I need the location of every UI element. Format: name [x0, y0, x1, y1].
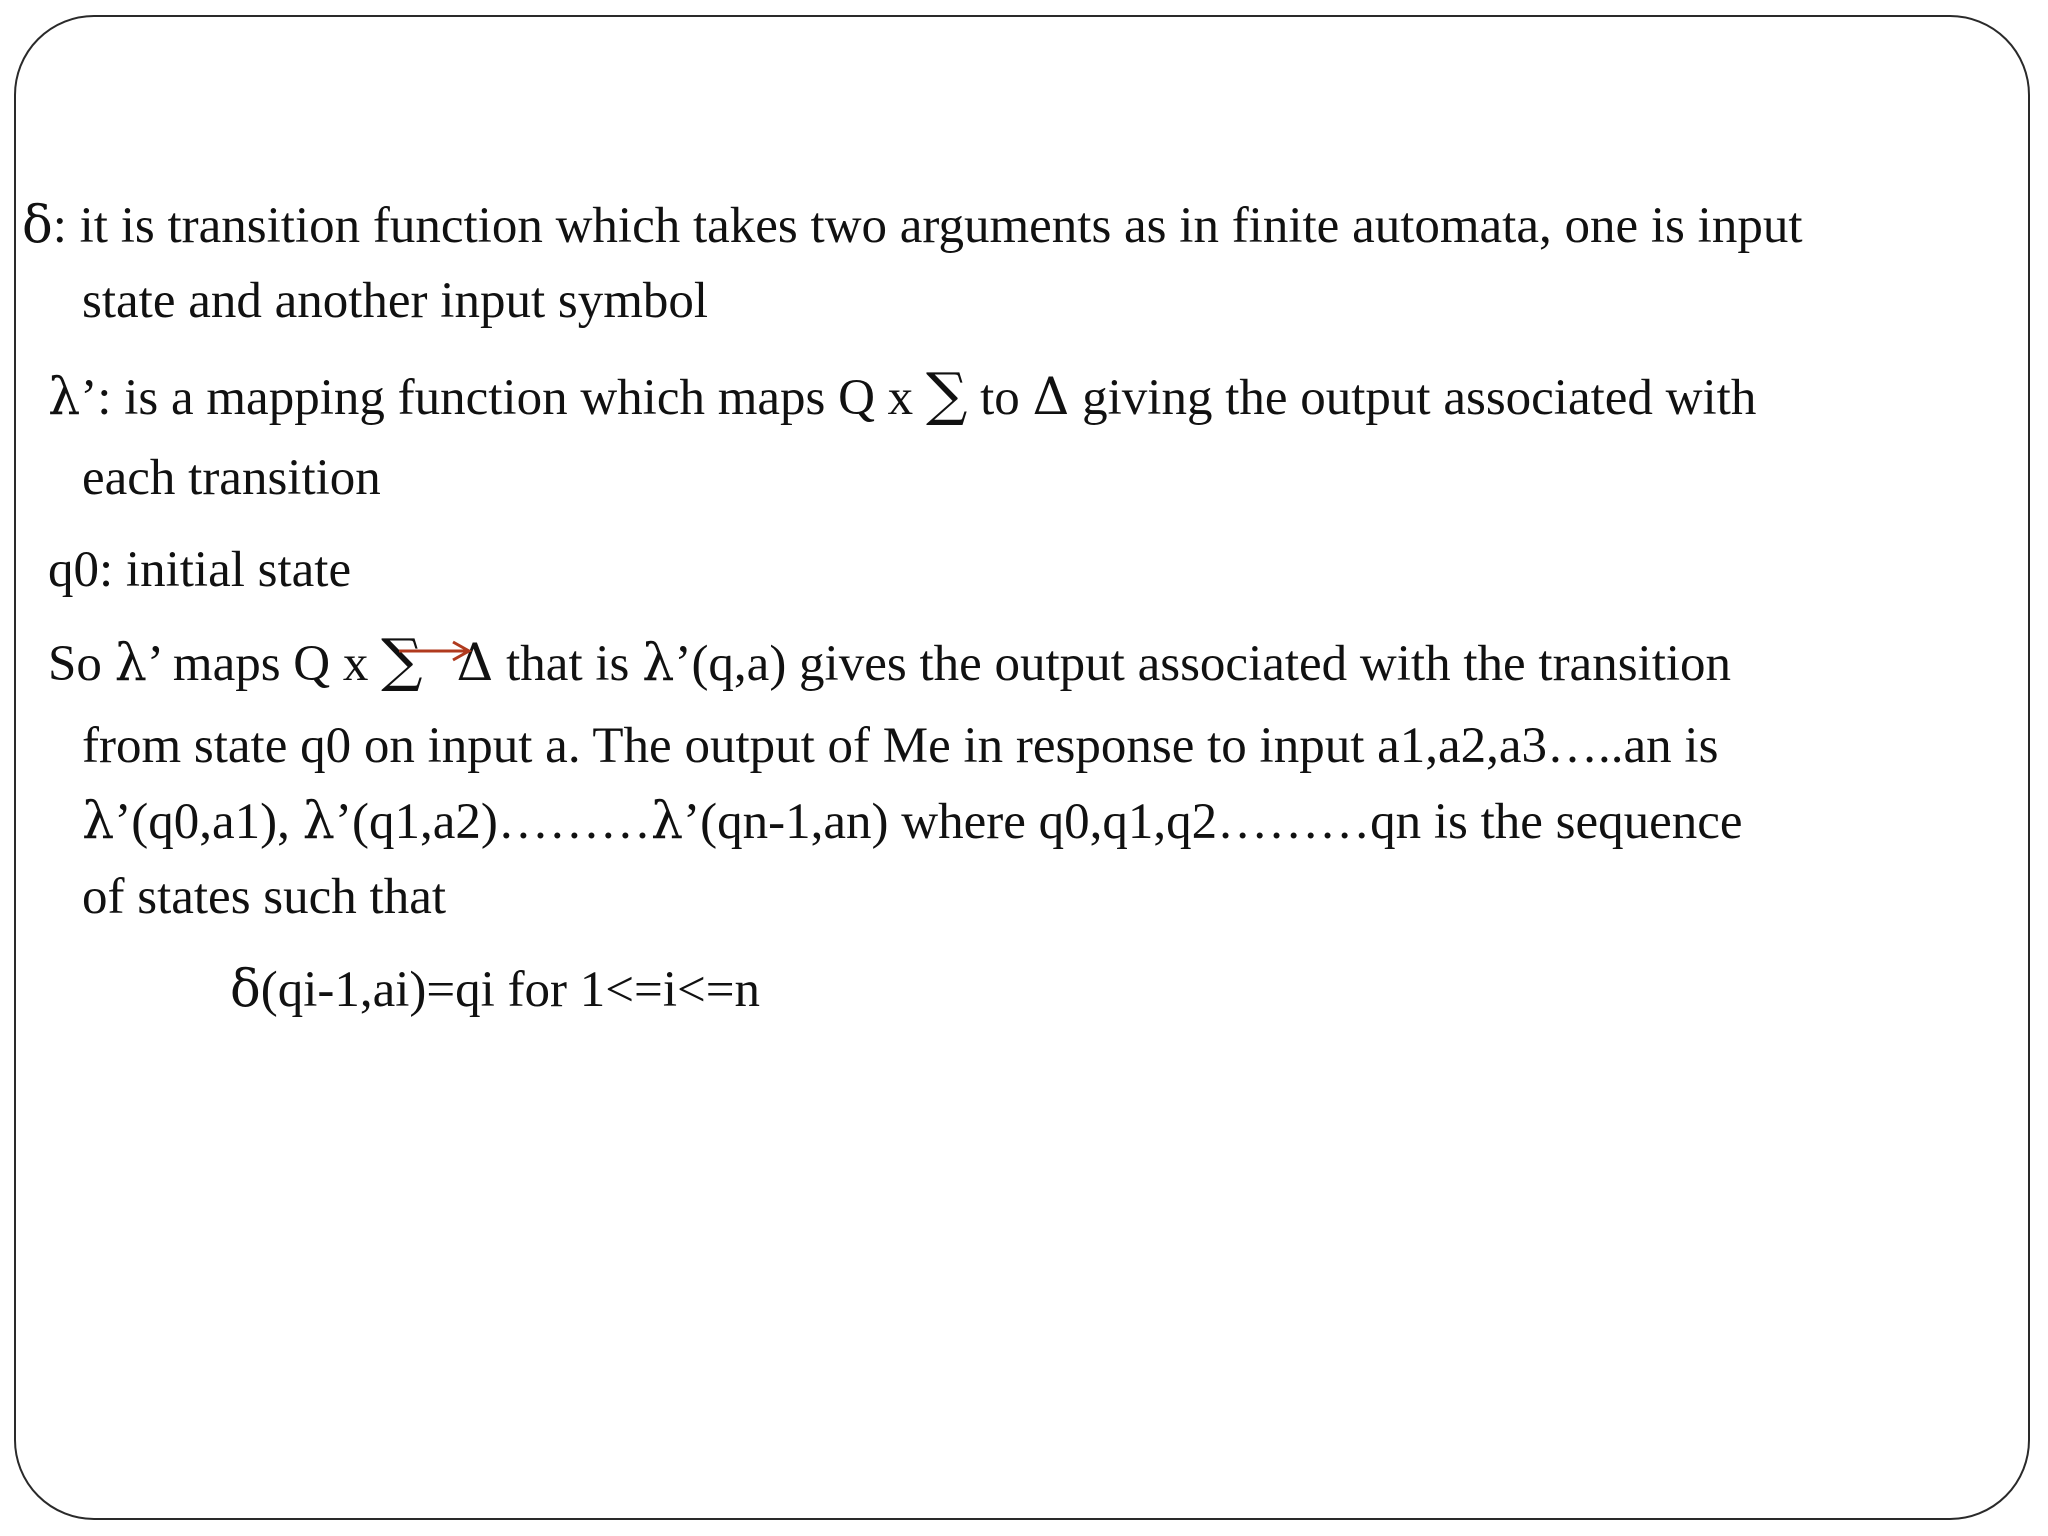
lambda-symbol: λ — [48, 368, 81, 427]
sigma-symbol: ∑ — [381, 626, 423, 694]
lambda-definition-text-c: giving the output associated with — [1069, 370, 1757, 426]
lambda-symbol: λ — [82, 792, 115, 851]
lambda-definition-text-a: ’: is a mapping function which maps Q x — [80, 370, 926, 426]
lambda-definition-line-1 — [48, 360, 1757, 428]
delta-definition-text: : it is transition function which takes two arguments as in finite automata, one is input — [52, 198, 1803, 254]
initial-state-line: q0: initial state — [48, 542, 352, 598]
right-arrow-icon — [399, 640, 473, 662]
so-text-a: So — [48, 636, 115, 692]
lambda-definition-line-2: each transition — [82, 450, 381, 506]
so-paragraph-line-2: from state q0 on input a. The output of Me in response to input a1,a2,a3…..an is — [82, 718, 1719, 774]
so-l3-text-a: ’(q0,a1), — [114, 794, 303, 850]
delta-symbol: δ — [22, 196, 53, 255]
delta-capital-symbol: Δ — [1032, 368, 1070, 427]
so-text-c: that is — [493, 636, 643, 692]
delta-definition-line-2: state and another input symbol — [82, 273, 709, 329]
condition-formula — [230, 960, 760, 1020]
lambda-symbol: λ — [642, 634, 675, 693]
lambda-symbol: λ — [114, 634, 147, 693]
sigma-symbol: ∑ — [925, 360, 968, 428]
so-l3-text-b: ’(q1,a2)……… — [335, 794, 651, 850]
so-paragraph-line-4: of states such that — [82, 869, 446, 925]
sigma-arrow-delta — [381, 626, 494, 694]
condition-text: (qi-1,ai)=qi for 1<=i<=n — [260, 962, 761, 1018]
lambda-symbol: λ — [650, 792, 684, 851]
delta-capital-symbol: Δ — [456, 634, 494, 693]
so-l3-text-c: ’(qn-1,an) where q0,q1,q2………qn is the sequence — [683, 794, 1743, 850]
delta-symbol: δ — [230, 960, 261, 1019]
delta-definition-line-1 — [22, 196, 1802, 256]
lambda-definition-text-b: to — [967, 370, 1033, 426]
so-text-d: ’(q,a) gives the output associated with the transition — [674, 636, 1732, 692]
so-paragraph-line-1 — [48, 626, 1732, 694]
so-text-b: ’ maps Q x — [146, 636, 382, 692]
so-paragraph-line-3 — [82, 792, 1743, 852]
lambda-symbol: λ — [302, 792, 335, 851]
